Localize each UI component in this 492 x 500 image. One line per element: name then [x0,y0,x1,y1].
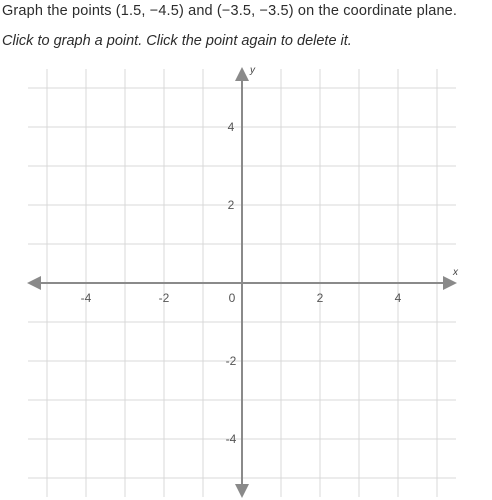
y-axis-label: y [250,65,255,76]
y-axis-up-arrow-icon [235,67,249,81]
y-tick-label: 4 [227,120,235,134]
origin-label: 0 [228,291,236,305]
x-tick-label: 4 [394,291,402,305]
question-prompt: Graph the points (1.5, −4.5) and (−3.5, −3.5) on the coordinate plane. [2,3,458,19]
y-tick-label: 2 [227,198,235,212]
x-axis-right-arrow-icon [443,276,457,290]
y-tick-label: -4 [225,432,237,446]
x-tick-label: -4 [80,291,92,305]
y-tick-label: -2 [225,354,237,368]
x-tick-label: -2 [158,291,170,305]
x-axis-label: x [453,267,458,278]
axes [27,65,459,498]
question-instructions: Click to graph a point. Click the point again to delete it. [2,33,352,49]
x-tick-label: 2 [316,291,324,305]
x-axis-left-arrow-icon [27,276,41,290]
y-axis-down-arrow-icon [235,484,249,498]
